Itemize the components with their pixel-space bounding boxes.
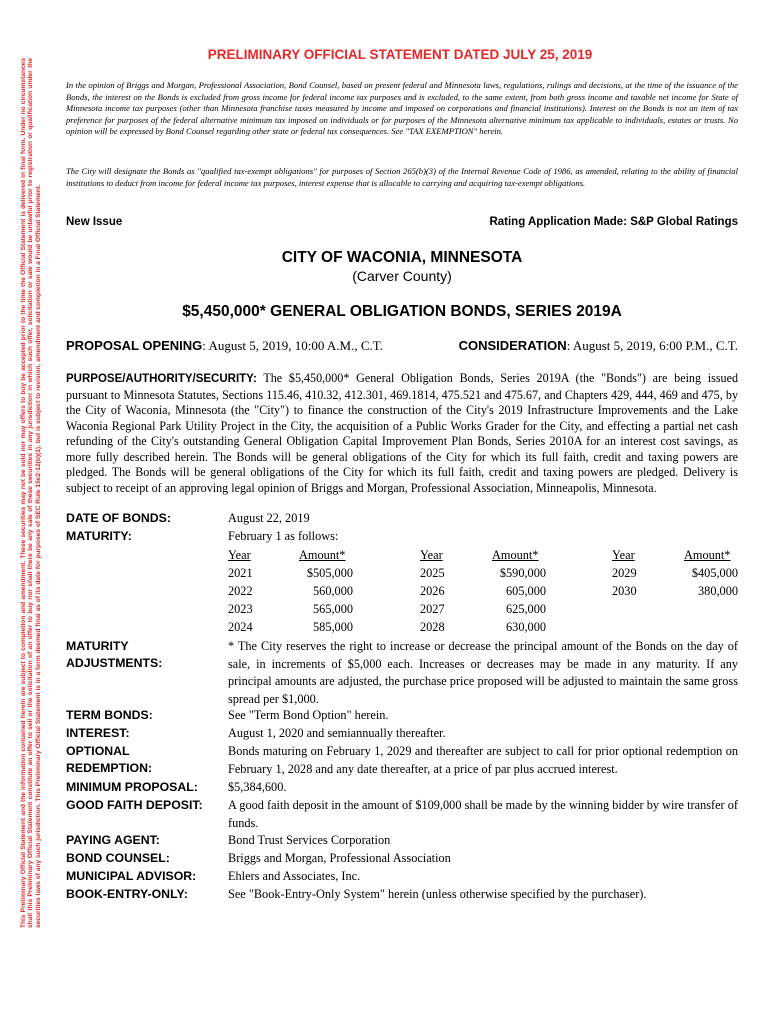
maturity-amount: 630,000 [506, 620, 546, 634]
amount-header: Amount* [492, 548, 539, 562]
document-title: PRELIMINARY OFFICIAL STATEMENT DATED JULY 25, 2019 [207, 47, 593, 62]
optional-redemption-label [66, 743, 231, 777]
proposal-opening [66, 338, 383, 354]
maturity-amount: 380,000 [698, 584, 738, 598]
bond-title: $5,450,000* GENERAL OBLIGATION BONDS, SERIES 2019A [182, 303, 622, 320]
bond-counsel-label: BOND COUNSEL: [66, 851, 170, 865]
bond-counsel-value: Briggs and Morgan, Professional Association [228, 851, 451, 865]
good-faith-label: GOOD FAITH DEPOSIT: [66, 798, 203, 812]
maturity-amount: 585,000 [313, 620, 353, 634]
optional-label-line2: REDEMPTION: [66, 761, 153, 775]
rating-label: Rating Application Made: S&P Global Ratings [489, 216, 738, 228]
adjustments-value: * The City reserves the right to increase or decrease the principal amount of the Bonds on the day of sale, in increments of $5,000 each. Increases or decreases may be made in any maturity. If any principal amounts are adjusted, the purchase price proposed will be adjusted to maintain the same gross spread per $1,000. [228, 639, 738, 706]
maturity-year: 2024 [228, 620, 253, 634]
municipal-advisor-value: Ehlers and Associates, Inc. [228, 869, 361, 883]
consideration-value: : August 5, 2019, 6:00 P.M., C.T. [566, 338, 738, 353]
optional-label-line1: OPTIONAL [66, 744, 130, 758]
maturity-amount: 605,000 [506, 584, 546, 598]
proposal-opening-value: : August 5, 2019, 10:00 A.M., C.T. [202, 338, 383, 353]
optional-redemption-value: Bonds maturing on February 1, 2029 and thereafter are subject to call for prior optional redemption on February 1, 2028 and any date thereafter, at a price of par plus accrued interest. [228, 744, 738, 776]
maturity-year: 2028 [420, 620, 445, 634]
term-bonds-value: See "Term Bond Option" herein. [228, 708, 389, 722]
proposal-opening-label: PROPOSAL OPENING [66, 338, 203, 353]
issuer-name: CITY OF WACONIA, MINNESOTA [281, 249, 523, 266]
minimum-proposal-label: MINIMUM PROPOSAL: [66, 780, 198, 794]
book-entry-value: See "Book-Entry-Only System" herein (unless otherwise specified by the purchaser). [228, 887, 647, 901]
sidebar-disclaimer [20, 58, 72, 928]
term-bonds-label: TERM BONDS: [66, 708, 153, 722]
municipal-advisor-label: MUNICIPAL ADVISOR: [66, 869, 197, 883]
tax-opinion-paragraph: In the opinion of Briggs and Morgan, Professional Association, Bond Counsel, based on present federal and Minnesota laws, regulations, rulings and decisions, at the time of the issuance of the Bonds, the interest on the Bonds is excluded from gross income for federal income tax purposes and is excluded, to the same extent, from both gross income and taxable net income for State of Minnesota income tax purposes (other than Minnesota franchise taxes measured by income and imposed on corporations and financial institutions). Interest on the Bonds is not an item of tax preference for purposes of the federal alternative minimum tax imposed on individuals or for purposes of the Minnesota alternative minimum tax applicable to individuals, estates or trusts. No opinion will be expressed by Bond Counsel regarding other state or federal tax consequences. See "TAX EXEMPTION" herein. [66, 80, 738, 136]
paying-agent-value: Bond Trust Services Corporation [228, 833, 391, 847]
date-value: August 22, 2019 [228, 511, 310, 525]
good-faith-value: A good faith deposit in the amount of $109,000 shall be made by the winning bidder by wire transfer of funds. [228, 798, 738, 830]
maturity-year: 2027 [420, 602, 445, 616]
maturity-amount: $505,000 [306, 566, 353, 580]
new-issue-label: New Issue [66, 216, 123, 228]
sidebar-disclaimer-text: This Preliminary Official Statement and the information contained herein are subject to completion and amendment. These securities may not be sold nor may offers to buy be accepted prior to the time the Official Statement is delivered in final form. Under no circumstances shall this Preliminary Official Statement constitute an offer to sell or the solicitation of an offer to buy nor shall there be any sale of these securities in any jurisdiction in which such offer, solicitation or sale would be unlawful prior to registration or qualification under the securities laws of any such jurisdiction. This Preliminary Official Statement is in a form deemed final as of its date for purposes of SEC Rule 15c2-12(b)(1), but is subject to revision, amendment and completion in a Final Official Statement. [20, 58, 42, 928]
consideration [459, 338, 738, 354]
maturity-value: February 1 as follows: [228, 529, 339, 543]
amount-header: Amount* [299, 548, 346, 562]
maturity-year: 2022 [228, 584, 253, 598]
consideration-label: CONSIDERATION [458, 338, 567, 353]
date-label: DATE OF BONDS: [66, 511, 171, 525]
year-header: Year [228, 548, 251, 562]
maturity-label: MATURITY: [66, 529, 132, 543]
interest-value: August 1, 2020 and semiannually thereafter. [228, 726, 446, 740]
maturity-amount: 565,000 [313, 602, 353, 616]
maturity-amount: $590,000 [499, 566, 546, 580]
qualified-obligations-paragraph: The City will designate the Bonds as "qualified tax-exempt obligations" for purposes of Section 265(b)(3) of the Internal Revenue Code of 1986, as amended, relating to the ability of financial institutions to deduct from income for federal income tax purposes, interest expense that is allocable to carrying and acquiring tax-exempt obligations. [66, 166, 738, 188]
maturity-amount: 625,000 [506, 602, 546, 616]
adjustments-label [66, 638, 231, 672]
amount-header: Amount* [684, 548, 731, 562]
purpose-paragraph [66, 371, 738, 496]
maturity-year: 2023 [228, 602, 253, 616]
minimum-proposal-value: $5,384,600. [228, 780, 287, 794]
maturity-year: 2029 [612, 566, 637, 580]
issuer-county: (Carver County) [352, 268, 452, 284]
issue-row [66, 216, 738, 228]
book-entry-label: BOOK-ENTRY-ONLY: [66, 887, 188, 901]
year-header: Year [420, 548, 443, 562]
adjustments-label-line2: ADJUSTMENTS: [66, 656, 163, 670]
opening-row [66, 338, 738, 354]
year-header: Year [612, 548, 635, 562]
purpose-text: The $5,450,000* General Obligation Bonds, Series 2019A (the "Bonds") are being issued pursuant to Minnesota Statutes, Sections 115.46, 410.32, 412.301, 469.1814, 475.521 and 475.67, and Chapters 429, 444, 469 and 475, by the City of Waconia, Minnesota (the "City") to finance the construction of the City's 2019 Infrastructure Improvements and the Lake Waconia Regional Park Utility Project in the City, the acquisition of a Public Works Grader for the City, and effecting a partial net cash refunding of the City's outstanding General Obligation Capital Improvement Plan Bonds, Series 2010A for an interest cost savings, as more fully described herein. The Bonds will be general obligations of the City for which its full faith, credit and taxing powers are pledged. The Bonds will be general obligations of the City for which its full faith, credit and taxing powers are pledged. Delivery is subject to receipt of an approving legal opinion of Briggs and Morgan, Professional Association, Minneapolis, Minnesota. [66, 371, 738, 495]
maturity-year: 2030 [612, 584, 637, 598]
maturity-amount: $405,000 [691, 566, 738, 580]
maturity-year: 2021 [228, 566, 253, 580]
maturity-year: 2026 [420, 584, 445, 598]
purpose-label: PURPOSE/AUTHORITY/SECURITY: [66, 373, 257, 385]
interest-label: INTEREST: [66, 726, 130, 740]
maturity-amount: 560,000 [313, 584, 353, 598]
paying-agent-label: PAYING AGENT: [66, 833, 160, 847]
maturity-year: 2025 [420, 566, 445, 580]
adjustments-label-line1: MATURITY [66, 639, 129, 653]
